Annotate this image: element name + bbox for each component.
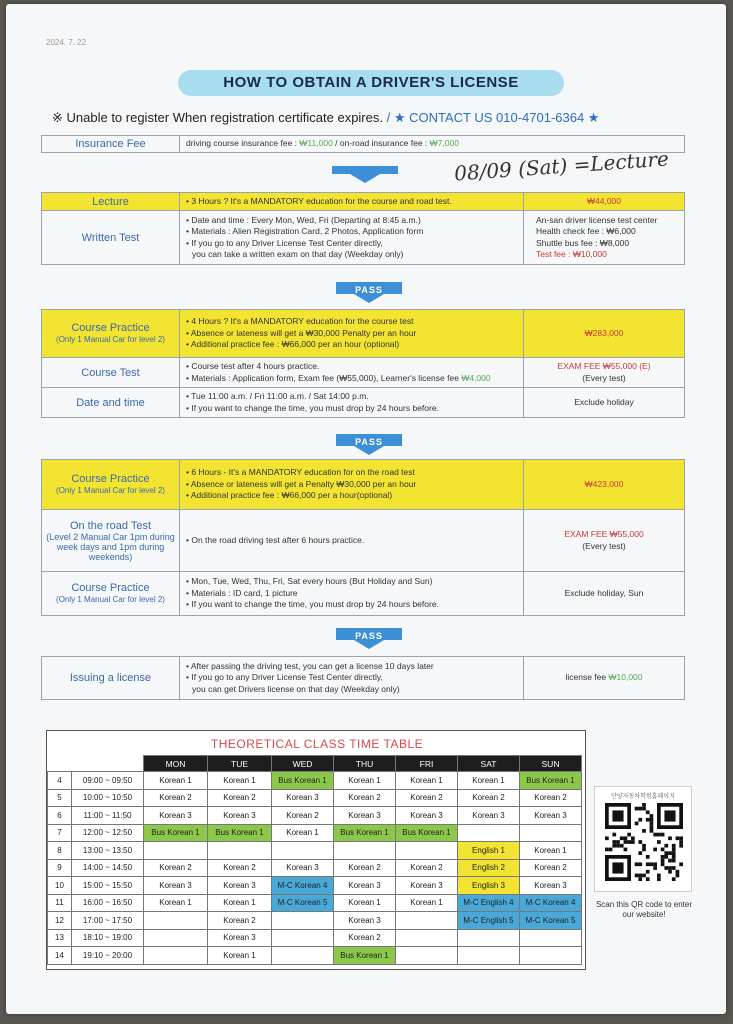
- issuing-line: you can get Drivers license on that day (Weekday only): [192, 683, 400, 694]
- class-cell: [458, 824, 520, 842]
- course-practice-2-note: Exclude holiday, Sun: [524, 572, 685, 616]
- practice-line: • Additional practice fee : ₩66,000 per an hour (optional): [186, 339, 400, 350]
- practice-line: • 6 Hours - It's a MANDATORY education for on the road test: [186, 467, 415, 478]
- print-date: 2024. 7. 22: [46, 38, 87, 47]
- date-line: • Tue 11:00 a.m. / Fri 11:00 a.m. / Sat 14:00 p.m.: [186, 391, 369, 401]
- class-cell: Bus Korean 1: [520, 772, 582, 790]
- class-cell: Korean 1: [208, 894, 272, 912]
- class-cell: [396, 912, 458, 930]
- practice-line: • Additional practice fee : ₩66,000 per a hour(optional): [186, 490, 393, 501]
- period-number: 5: [48, 789, 72, 807]
- period-number: 14: [48, 947, 72, 965]
- written-fee-line: Shuttle bus fee : ₩8,000: [536, 237, 630, 248]
- course-practice-2-title: Course Practice: [71, 581, 150, 594]
- class-cell: Bus Korean 1: [144, 824, 208, 842]
- class-cell: Korean 2: [144, 789, 208, 807]
- class-cell: Korean 2: [458, 789, 520, 807]
- road-practice-title: Course Practice: [71, 472, 150, 485]
- road-practice-sub: (Only 1 Manual Car for level 2): [56, 485, 165, 495]
- date-line: • If you want to change the time, you must drop by 24 hours before.: [186, 402, 439, 413]
- road-practice-fee: ₩423,000: [524, 460, 685, 510]
- course-practice-2-label: [42, 572, 180, 616]
- issuing-line: • If you go to any Driver License Test Center directly,: [186, 672, 383, 683]
- course-practice-fee: ₩283,000: [524, 310, 685, 358]
- written-line: you can take a written exam on that day (Weekday only): [192, 249, 404, 259]
- pass-badge: [336, 628, 402, 650]
- period-number: 11: [48, 894, 72, 912]
- issuing-detail: [180, 657, 524, 700]
- class-cell: [396, 947, 458, 965]
- period-number: 8: [48, 842, 72, 860]
- timetable-row: [48, 807, 582, 825]
- down-arrow-icon: [332, 164, 398, 184]
- class-cell: [520, 929, 582, 947]
- insurance-label: Insurance Fee: [42, 136, 180, 153]
- pass-label: PASS: [355, 285, 383, 295]
- period-number: 13: [48, 929, 72, 947]
- road-insurance-fee: ₩7,000: [429, 138, 459, 149]
- timetable-row: [48, 842, 582, 860]
- period-time: 11:00 ~ 11:50: [72, 807, 144, 825]
- class-cell: Korean 1: [520, 842, 582, 860]
- class-cell: [396, 842, 458, 860]
- period-number: 12: [48, 912, 72, 930]
- class-cell: Korean 2: [208, 859, 272, 877]
- written-line: • If you go to any Driver License Test Center directly,: [186, 237, 383, 248]
- class-cell: Korean 3: [334, 912, 396, 930]
- class-cell: M-C English 5: [458, 912, 520, 930]
- class-cell: Bus Korean 1: [272, 772, 334, 790]
- timetable-row: [48, 859, 582, 877]
- timetable-grid: [47, 755, 582, 965]
- road-test-sub: (Level 2 Manual Car 1pm during week days and 1pm during weekends): [46, 531, 175, 562]
- insurance-detail: [180, 136, 685, 153]
- class-cell: Bus Korean 1: [396, 824, 458, 842]
- class-cell: Bus Korean 1: [334, 824, 396, 842]
- pass-label: PASS: [355, 437, 383, 447]
- class-cell: [520, 947, 582, 965]
- test-line: • Course test after 4 hours practice.: [186, 361, 320, 371]
- class-cell: Korean 3: [272, 859, 334, 877]
- insurance-text-mid: / on-road insurance fee :: [332, 138, 430, 149]
- class-cell: Bus Korean 1: [334, 947, 396, 965]
- written-line: • Materials : Alien Registration Card, 2 Photos, Application form: [186, 226, 424, 236]
- exam-fee-note: (Every test): [582, 372, 626, 383]
- written-test-fees: [524, 211, 685, 265]
- written-line: • Date and time : Every Mon, Wed, Fri (Departing at 8:45 a.m.): [186, 214, 421, 225]
- course-practice-label: [42, 310, 180, 358]
- class-cell: Korean 2: [520, 789, 582, 807]
- course-practice-sub: (Only 1 Manual Car for level 2): [56, 334, 165, 344]
- timetable-row: [48, 894, 582, 912]
- class-cell: Korean 2: [208, 912, 272, 930]
- written-fee-line: An-san driver license test center: [536, 214, 658, 225]
- course-practice-detail: [180, 310, 524, 358]
- period-time: 19:10 ~ 20:00: [72, 947, 144, 965]
- date-time-label: Date and time: [42, 388, 180, 418]
- class-cell: M-C Korean 5: [272, 894, 334, 912]
- class-cell: Korean 2: [208, 789, 272, 807]
- issuing-table: [41, 656, 685, 700]
- period-time: 17:00 ~ 17:50: [72, 912, 144, 930]
- period-time: 09:00 ~ 09:50: [72, 772, 144, 790]
- qr-code-icon[interactable]: [605, 803, 683, 881]
- class-cell: [272, 947, 334, 965]
- period-time: 12:00 ~ 12:50: [72, 824, 144, 842]
- written-fee-line: Health check fee : ₩6,000: [536, 226, 636, 236]
- timetable-row: [48, 929, 582, 947]
- class-cell: [458, 929, 520, 947]
- flyer-sheet: [6, 4, 726, 1014]
- class-cell: M-C English 4: [458, 894, 520, 912]
- registration-notice: [52, 110, 599, 126]
- class-cell: Korean 3: [144, 877, 208, 895]
- class-cell: Korean 2: [334, 789, 396, 807]
- road-test-title: On the road Test: [69, 519, 152, 532]
- period-number: 6: [48, 807, 72, 825]
- class-cell: English 1: [458, 842, 520, 860]
- class-cell: [272, 929, 334, 947]
- day-header: MON: [144, 756, 208, 772]
- period-number: 10: [48, 877, 72, 895]
- issuing-line: • After passing the driving test, you can get a license 10 days later: [186, 660, 434, 671]
- timetable-row: [48, 877, 582, 895]
- class-cell: Korean 2: [334, 859, 396, 877]
- class-cell: English 2: [458, 859, 520, 877]
- course-line: • If you want to change the time, you must drop by 24 hours before.: [186, 599, 439, 610]
- course-practice-2-detail: [180, 572, 524, 616]
- pass-label: PASS: [355, 631, 383, 641]
- class-cell: English 3: [458, 877, 520, 895]
- lecture-table: [41, 192, 685, 265]
- class-cell: Bus Korean 1: [208, 824, 272, 842]
- lecture-detail: • 3 Hours ? It's a MANDATORY education for the course and road test.: [180, 193, 524, 211]
- practice-line: • Absence or lateness will get a Penalty ₩30,000 per an hour: [186, 478, 417, 489]
- qr-caption: Scan this QR code to enter our website!: [595, 900, 693, 919]
- day-header: SAT: [458, 756, 520, 772]
- day-header: WED: [272, 756, 334, 772]
- class-cell: [208, 842, 272, 860]
- class-cell: Korean 3: [144, 807, 208, 825]
- period-time: 15:00 ~ 15:50: [72, 877, 144, 895]
- timetable-title: THEORETICAL CLASS TIME TABLE: [210, 737, 424, 751]
- course-practice-2-sub: (Only 1 Manual Car for level 2): [56, 594, 165, 604]
- course-insurance-fee: ₩11,000: [299, 138, 333, 149]
- license-fee-label: license fee: [565, 672, 609, 683]
- class-cell: [144, 947, 208, 965]
- class-cell: Korean 1: [144, 772, 208, 790]
- timetable-row: [48, 824, 582, 842]
- period-time: 18:10 ~ 19:00: [72, 929, 144, 947]
- day-header: SUN: [520, 756, 582, 772]
- written-fee-line: Test fee : ₩10,000: [536, 249, 607, 259]
- pass-badge: [336, 434, 402, 456]
- qr-header: 안양자동차학원홈페이지: [611, 794, 675, 800]
- class-cell: M-C Korean 4: [520, 894, 582, 912]
- class-cell: Korean 1: [272, 824, 334, 842]
- period-number: 4: [48, 772, 72, 790]
- class-cell: Korean 3: [396, 807, 458, 825]
- class-cell: Korean 1: [208, 947, 272, 965]
- class-cell: Korean 1: [458, 772, 520, 790]
- class-cell: [396, 929, 458, 947]
- class-cell: Korean 1: [144, 894, 208, 912]
- course-test-label: Course Test: [42, 358, 180, 388]
- road-practice-label: [42, 460, 180, 510]
- timetable-row: [48, 947, 582, 965]
- timetable-row: [48, 912, 582, 930]
- date-time-detail: [180, 388, 524, 418]
- practice-line: • 4 Hours ? It's a MANDATORY education for the course test: [186, 316, 414, 327]
- class-cell: Korean 3: [458, 807, 520, 825]
- test-line: [186, 373, 523, 385]
- written-test-label: Written Test: [42, 211, 180, 265]
- day-header: TUE: [208, 756, 272, 772]
- period-time: 10:00 ~ 10:50: [72, 789, 144, 807]
- class-cell: [144, 929, 208, 947]
- class-cell: M-C Korean 4: [272, 877, 334, 895]
- page-title: HOW TO OBTAIN A DRIVER'S LICENSE: [223, 74, 519, 91]
- class-cell: Korean 2: [144, 859, 208, 877]
- exam-fee: EXAM FEE ₩55,000 (E): [557, 361, 651, 371]
- course-test-fee: [524, 358, 685, 388]
- learner-license-fee: ₩4,000: [461, 372, 491, 383]
- class-cell: [272, 912, 334, 930]
- timetable-header-row: [48, 756, 582, 772]
- course-line: • Mon, Tue, Wed, Thu, Fri, Sat every hours (But Holiday and Sun): [186, 576, 433, 587]
- class-cell: [144, 912, 208, 930]
- period-time: 16:00 ~ 16:50: [72, 894, 144, 912]
- date-time-note: Exclude holiday: [524, 388, 685, 418]
- class-cell: [144, 842, 208, 860]
- course-test-detail: [180, 358, 524, 388]
- class-cell: Korean 1: [396, 772, 458, 790]
- course-practice-title: Course Practice: [71, 321, 150, 334]
- class-cell: [458, 947, 520, 965]
- road-exam-fee-note: (Every test): [582, 540, 626, 551]
- lecture-label: Lecture: [42, 193, 180, 211]
- practice-line: • Absence or lateness will get a ₩30,000 Penalty per an hour: [186, 327, 417, 338]
- road-exam-fee: EXAM FEE ₩55,000: [564, 529, 644, 539]
- class-cell: Korean 1: [334, 772, 396, 790]
- class-cell: [520, 824, 582, 842]
- course-line: • Materials : ID card, 1 picture: [186, 587, 298, 598]
- class-cell: Korean 3: [520, 877, 582, 895]
- class-cell: Korean 2: [272, 807, 334, 825]
- insurance-text: driving course insurance fee :: [186, 138, 300, 149]
- period-number: 7: [48, 824, 72, 842]
- class-cell: Korean 1: [208, 772, 272, 790]
- handwritten-note: 08/09 (Sat) =Lecture: [453, 146, 670, 186]
- contact-info: / ★ CONTACT US 010-4701-6364 ★: [386, 110, 600, 125]
- day-header: THU: [334, 756, 396, 772]
- notice-text: ※ Unable to register When registration certificate expires.: [52, 110, 383, 125]
- pass-badge: [336, 282, 402, 304]
- class-cell: Korean 3: [396, 877, 458, 895]
- road-test-label: [42, 510, 180, 572]
- course-test-table: [41, 309, 685, 418]
- qr-code-card[interactable]: [594, 786, 692, 892]
- road-practice-detail: [180, 460, 524, 510]
- period-time: 13:00 ~ 13:50: [72, 842, 144, 860]
- license-fee: [524, 657, 685, 700]
- license-fee-value: ₩10,000: [608, 672, 643, 683]
- class-cell: Korean 2: [520, 859, 582, 877]
- class-cell: Korean 3: [208, 807, 272, 825]
- timetable-row: [48, 789, 582, 807]
- period-number: 9: [48, 859, 72, 877]
- class-timetable: [46, 730, 586, 970]
- insurance-table: [41, 135, 685, 153]
- class-cell: [334, 842, 396, 860]
- class-cell: Korean 2: [396, 859, 458, 877]
- class-cell: Korean 1: [396, 894, 458, 912]
- class-cell: Korean 1: [334, 894, 396, 912]
- road-test-detail: • On the road driving test after 6 hours practice.: [180, 510, 524, 572]
- class-cell: Korean 2: [334, 929, 396, 947]
- class-cell: Korean 3: [208, 877, 272, 895]
- class-cell: Korean 3: [334, 877, 396, 895]
- class-cell: Korean 3: [272, 789, 334, 807]
- timetable-row: [48, 772, 582, 790]
- period-time: 14:00 ~ 14:50: [72, 859, 144, 877]
- class-cell: M-C Korean 5: [520, 912, 582, 930]
- class-cell: Korean 2: [396, 789, 458, 807]
- written-test-detail: [180, 211, 524, 265]
- class-cell: Korean 3: [520, 807, 582, 825]
- day-header: FRI: [396, 756, 458, 772]
- issuing-label: Issuing a license: [42, 657, 180, 700]
- lecture-fee: ₩44,000: [524, 193, 685, 211]
- class-cell: [272, 842, 334, 860]
- test-materials: • Materials : Application form, Exam fee (₩55,000), Learner's license fee: [186, 372, 462, 383]
- class-cell: Korean 3: [334, 807, 396, 825]
- road-test-fee: [524, 510, 685, 572]
- road-test-table: [41, 459, 685, 616]
- class-cell: Korean 3: [208, 929, 272, 947]
